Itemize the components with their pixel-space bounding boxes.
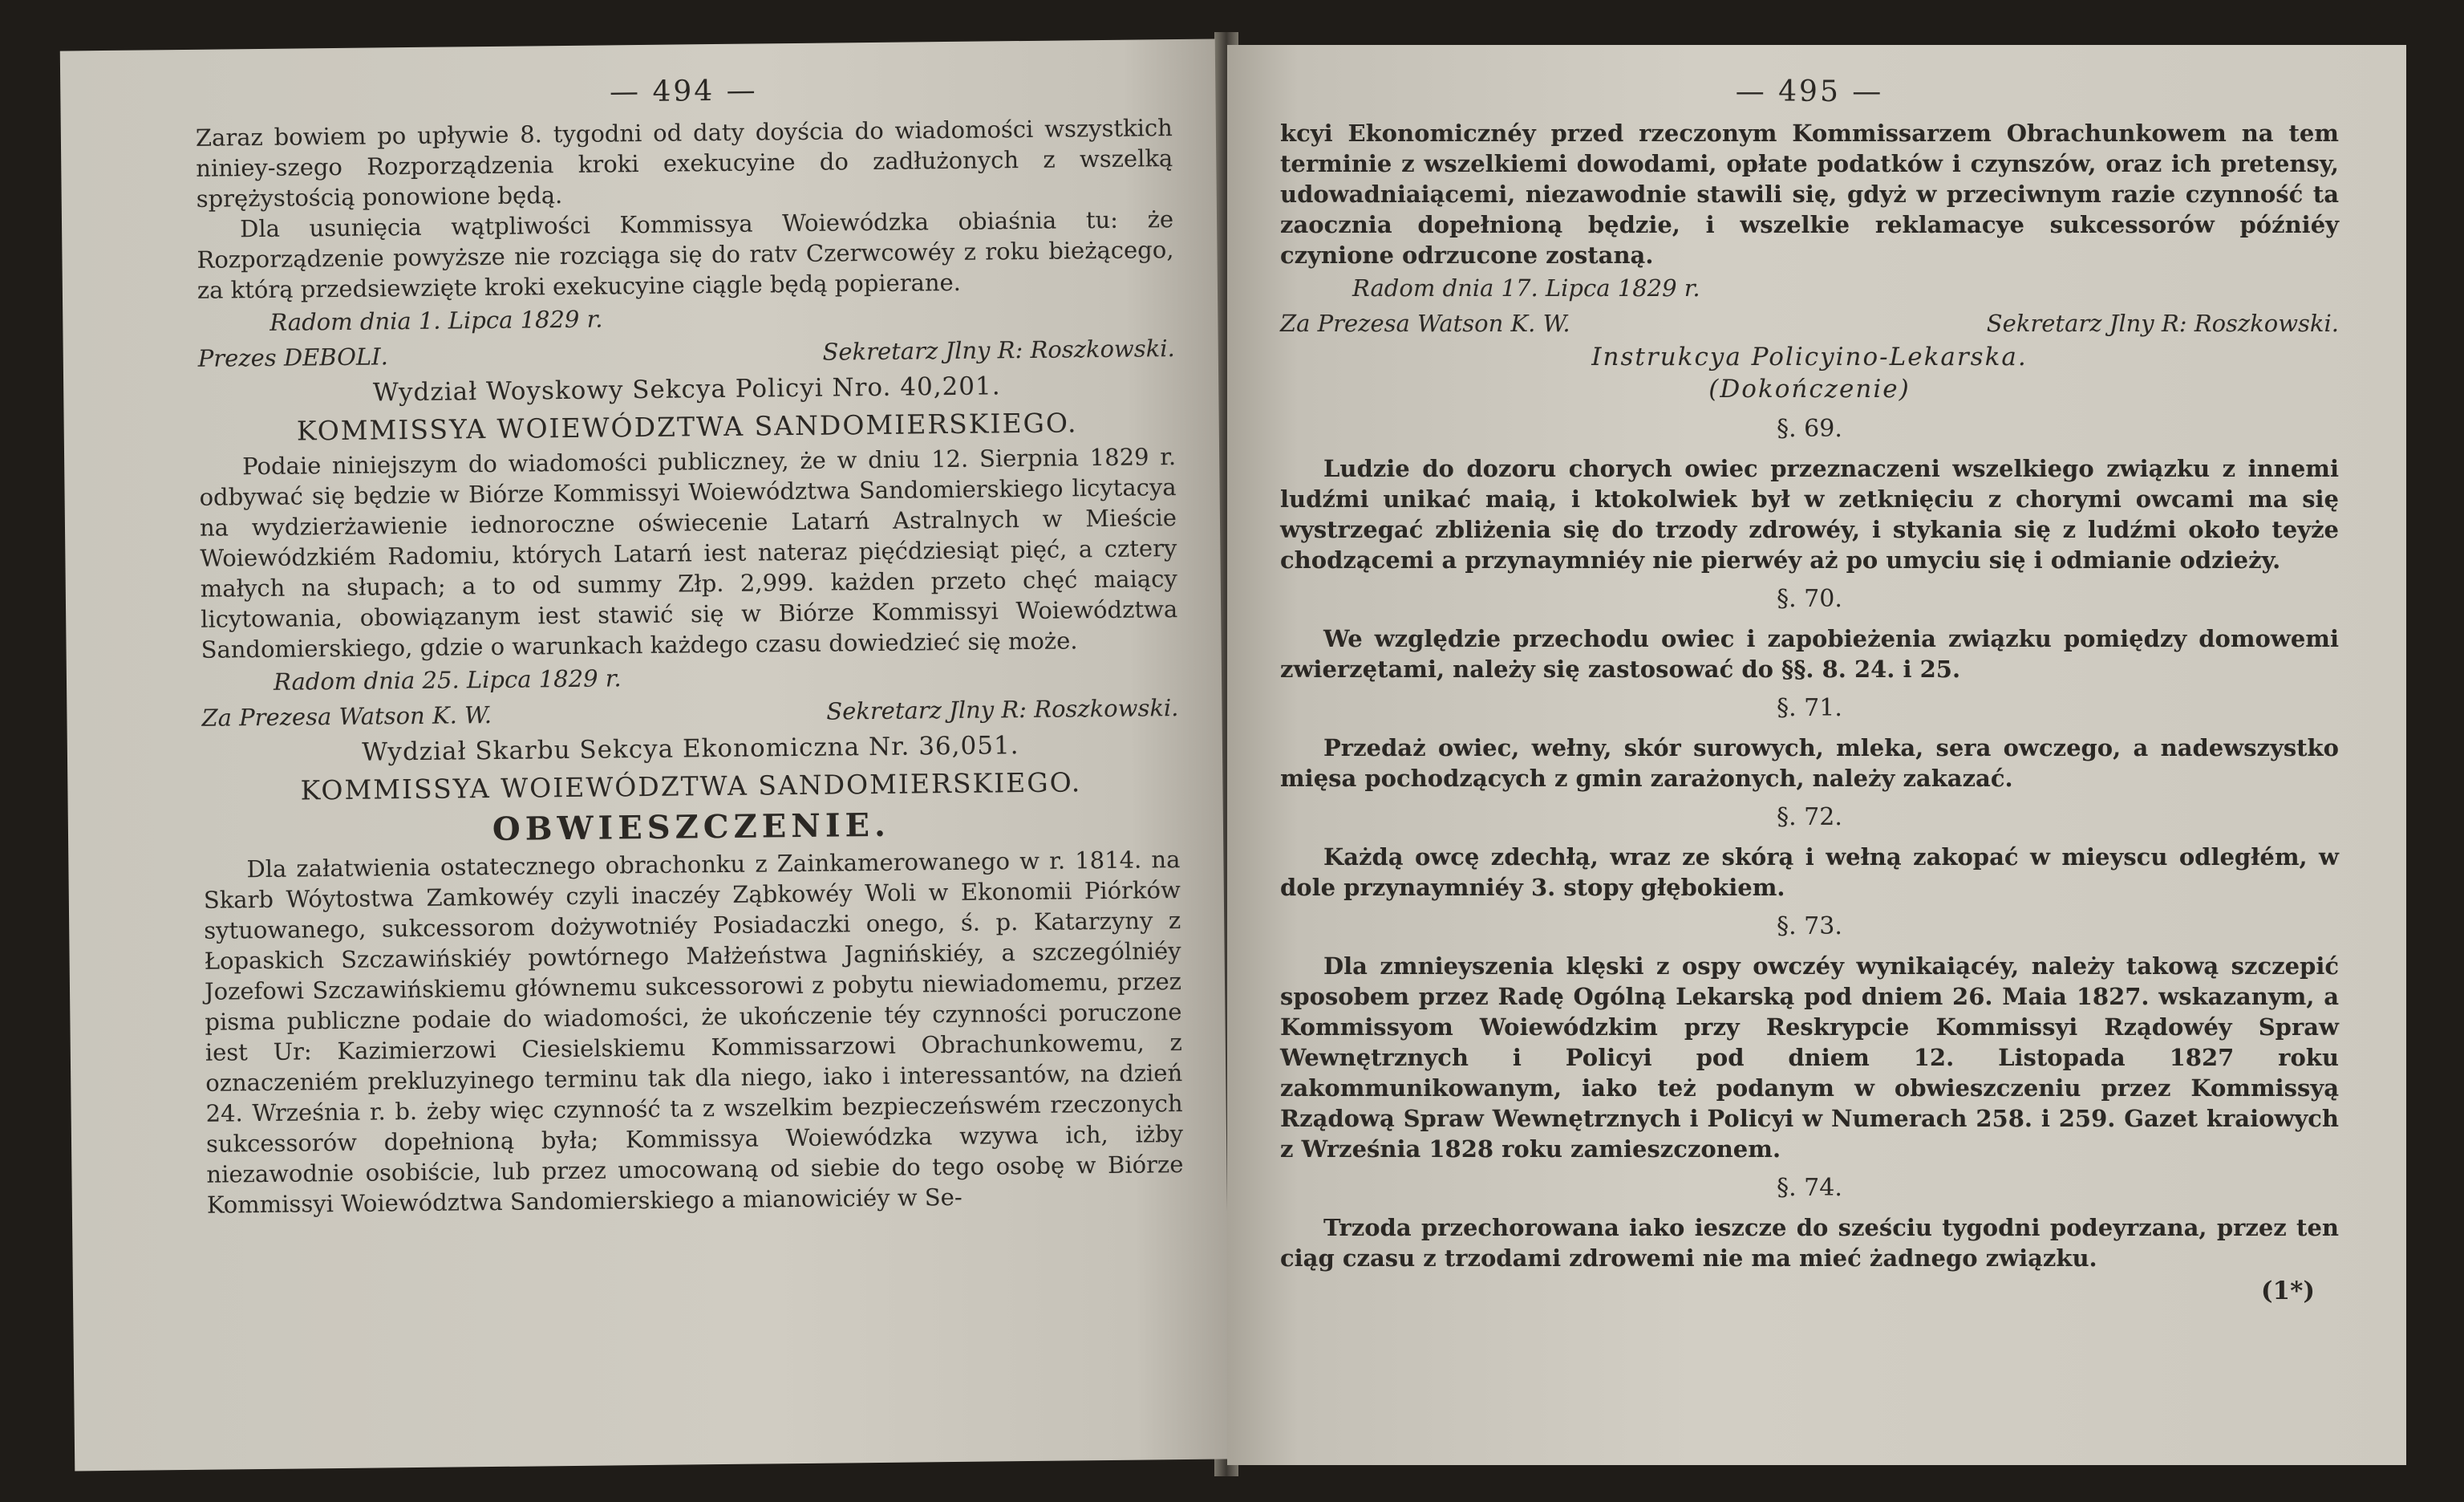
signature-right: Sekretarz Jlny R: Roszkowski. — [822, 335, 1175, 366]
section-number: §. 72. — [1777, 803, 1842, 831]
signature-right: Sekretarz Jlny R: Roszkowski. — [826, 694, 1179, 725]
commission-heading: KOMMISSYA WOIEWÓDZTWA SANDOMIERSKIEGO. — [300, 766, 1082, 806]
paragraph: We względzie przechodu owiec i zapobieżenia związku pomiędzy domowemi zwierzętami, należy się zastosować do §§. 8. 24. i 25. — [1280, 625, 2339, 683]
paragraph: Trzoda przechorowana iako ieszcze do sześciu tygodni podeyrzana, przez ten ciąg czasu z trzodami zdrowemi nie ma mieć żadnego związku. — [1280, 1214, 2339, 1272]
section-number: §. 74. — [1777, 1174, 1842, 1202]
paragraph: kcyi Ekonomicznéy przed rzeczonym Kommissarzem Obrachunkowem na tem terminie z wszelkiemi dowodami, opłate podatków i czynszów, oraz ich pretensy, udowadniaiącemi, niezawodnie stawili się, gdyż w przeciwnym razie czynność ta zaocznia dopełnioną będzie, i wszelkie reklamacye sukcessorów późniéy czynione odrzucone zostaną. — [1280, 120, 2339, 269]
page-number: — 494 — — [609, 74, 758, 109]
date-line: Radom dnia 17. Lipca 1829 r. — [1352, 274, 1700, 302]
paragraph: Dla usunięcia wątpliwości Kommissya Woiewódzka obiaśnia tu: że Rozporządzenie powyższe nie rozciąga się do ratv Czerwcowéy z roku bieżącego, za którą przedsiewzięte kroki exekucyine ciągle będą popierane. — [197, 205, 1174, 304]
paragraph: Zaraz bowiem po upływie 8. tygodni od daty doyścia do wiadomości wszystkich niniey-szego Rozporządzenia kroki exekucyine do zadłużonych z wszelką sprężystością ponowione będą. — [195, 114, 1173, 213]
signature-line — [1280, 306, 2339, 341]
page-right — [1227, 45, 2406, 1465]
department-heading: Wydział Skarbu Sekcya Ekonomiczna Nr. 36,051. — [362, 731, 1019, 767]
date-line: Radom dnia 1. Lipca 1829 r. — [270, 305, 603, 336]
paragraph: Przedaż owiec, wełny, skór surowych, mleka, sera owczego, a nadewszystko mięsa pochodzących z gmin zarażonych, należy zakazać. — [1280, 734, 2339, 792]
paragraph: Dla załatwienia ostatecznego obrachonku z Zainkamerowanego w r. 1814. na Skarb Wóytostwa Zamkowéy czyli inaczéy Ząbkowéy Woli w Ekonomii Piórków sytuowanego, sukcessorom dożywotniéy Posiadaczki onego, ś. p. Katarzyny z Łopaskich Szczawińskiéy powtórnego Małżeństwa Jagnińskiéy, a szczególniéy Jozefowi Szczawińskiemu głównemu sukcessorowi z pobytu niewiadomemu, przez pisma publiczne podaie do wiadomości, że ukończenie téy czynności poruczone iest Ur: Kazimierzowi Ciesielskiemu Kommissarzowi Obrachunkowemu, z oznaczeniém prekluzyinego terminu tak dla niego, iako i interessantów, na dzień 24. Września r. b. żeby więc czynność ta z wszelkim bezpieczeńswém rzeczonych sukcessorów dopełnioną była; Kommissya Woiewódzka wzywa ich, iżby niezawodnie osobiście, lub przez umocowaną od siebie do tego osobę w Biórze Kommissyi Woiewództwa Sandomierskiego a mianowiciéy w Se- — [203, 846, 1184, 1219]
section-number: §. 71. — [1777, 694, 1842, 722]
section-number: §. 69. — [1777, 415, 1842, 443]
paragraph: Każdą owcę zdechłą, wraz ze skórą i wełną zakopać w mieyscu odległém, w dole przynaymniéy 3. stopy głębokiem. — [1280, 843, 2339, 901]
commission-heading: KOMMISSYA WOIEWÓDZTWA SANDOMIERSKIEGO. — [296, 407, 1078, 447]
paragraph: Ludzie do dozoru chorych owiec przeznaczeni wszelkiego związku z innemi ludźmi unikać maią, i ktokolwiek był w zetknięciu z chorymi owcami ma się wystrzegać zbliżenia się do trzody zdrowéy, i stykania się z ludźmi około teyże chodzącemi a przynaymniéy nie pierwéy aż po umyciu się i odmianie odzieży. — [1280, 455, 2339, 574]
page-number: — 495 — — [1735, 75, 1884, 108]
signature-mark: (1*) — [2260, 1277, 2315, 1305]
instruction-title: Instrukcya Policyino-Lekarska. — [1591, 343, 2028, 371]
department-heading: Wydział Woyskowy Sekcya Policyi Nro. 40,201. — [372, 371, 1001, 408]
signature-left: Za Prezesa Watson K. W. — [201, 700, 492, 732]
date-line: Radom dnia 25. Lipca 1829 r. — [273, 664, 622, 696]
signature-left: Prezes DEBOLI. — [197, 343, 389, 372]
signature-right: Sekretarz Jlny R: Roszkowski. — [1986, 310, 2339, 337]
instruction-subtitle: (Dokończenie) — [1708, 375, 1911, 404]
paragraph: Dla zmnieyszenia klęski z ospy owczéy wynikaiącéy, należy takową szczepić sposobem przez Radę Ogólną Lekarską pod dniem 26. Maia 1827. wskazanym, a Kommissyom Woiewódzkim przy Reskrypcie Kommissyi Rządowéy Spraw Wewnętrznych i Policyi pod dniem 12. Listopada 1827 roku zakommunikowanym, iako też podanym w obwieszczeniu przez Kommissyą Rządową Spraw Wewnętrznych i Policyi w Numerach 258. i 259. Gazet kraiowych z Września 1828 roku zamieszczonem. — [1280, 952, 2339, 1163]
section-number: §. 70. — [1777, 585, 1842, 613]
section-number: §. 73. — [1777, 912, 1842, 940]
page-left — [60, 39, 1230, 1472]
signature-left: Za Prezesa Watson K. W. — [1280, 310, 1570, 337]
paragraph: Podaie niniejszym do wiadomości publiczney, że w dniu 12. Sierpnia 1829 r. odbywać się będzie w Biórze Kommissyi Woiewództwa Sandomierskiego licytacya na wydzierżawienie iednoroczne oświecenie Latarń Astralnych w Mieście Woiewódzkiém Radomiu, których Latarń iest nateraz pięćdziesiąt pięć, a cztery małych na słupach; a to od summy Złp. 2,999. każden przeto chęć maiący licytowania, obowiązanym iest stawić się w Biórze Kommissyi Woiewództwa Sandomierskiego, gdzie o warunkach każdego czasu dowiedzieć się może. — [199, 443, 1178, 664]
announcement-title: OBWIESZCZENIE. — [492, 806, 891, 848]
